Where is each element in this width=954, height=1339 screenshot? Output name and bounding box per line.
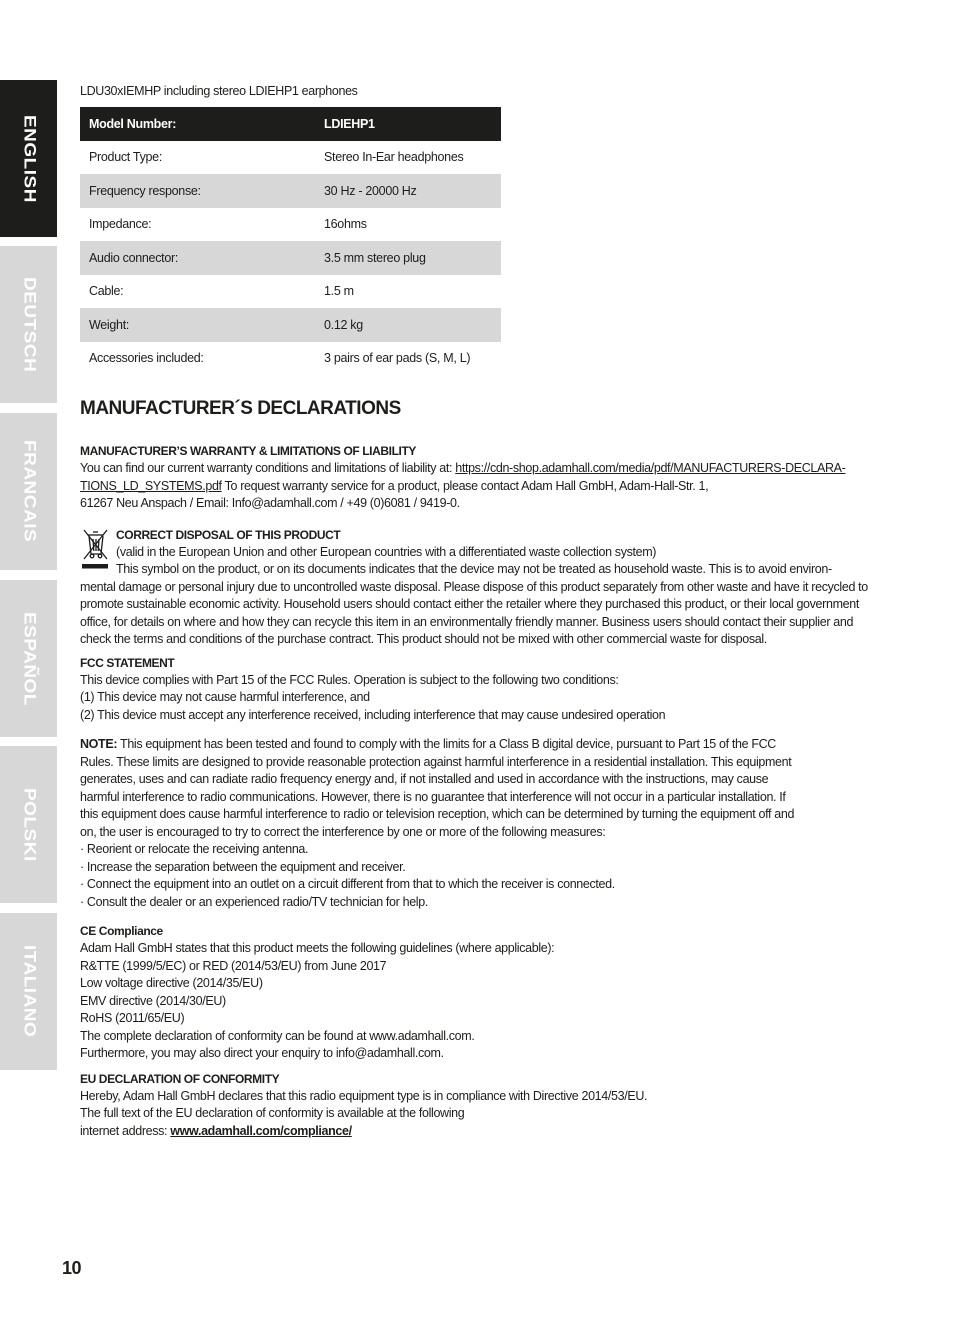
warranty-text-after: To request warranty service for a product, please contact Adam Hall GmbH, Adam-Hall-Str. 1, (221, 478, 709, 493)
table-row (80, 174, 501, 208)
row-value: 16ohms (324, 217, 367, 232)
ce-line: Furthermore, you may also direct your enquiry to info@adamhall.com. (80, 1046, 444, 1060)
table-row (80, 141, 501, 175)
row-value: 30 Hz - 20000 Hz (315, 174, 501, 208)
note-first-line (80, 736, 880, 754)
row-label: Frequency response: (80, 174, 315, 208)
note-measure: · Consult the dealer or an experienced radio/TV technician for help. (80, 894, 428, 909)
tab-deutsch[interactable] (0, 246, 57, 403)
warranty-heading: MANUFACTURER’S WARRANTY & LIMITATIONS OF LIABILITY (80, 444, 416, 458)
table-row (80, 241, 501, 275)
crossed-out-wheelie-bin-icon (80, 527, 110, 571)
eu-heading: EU DECLARATION OF CONFORMITY (80, 1071, 280, 1086)
tab-label: FRANCAIS (20, 440, 38, 543)
fcc-heading: FCC STATEMENT (80, 655, 175, 670)
section-title: MANUFACTURER´S DECLARATIONS (80, 398, 401, 419)
disposal-body: mental damage or personal injury due to uncontrolled waste disposal. Please dispose of this product separately from other waste and have it recycled to promote sustainable economic activity. Household users should contact either the retailer where they purchased this product, or their local government office, for details on where and how they can recycle this item in an environmentally friendly manner. Business users should contact their supplier and check the terms and conditions of the purchase contract. This product should not be mixed with other commercial waste for disposal. (80, 579, 868, 646)
ce-line: EMV directive (2014/30/EU) (80, 993, 226, 1008)
warranty-text-before: You can find our current warranty conditions and limitations of liability at: (80, 461, 456, 475)
table-row (80, 308, 501, 342)
table-header-row (80, 107, 501, 141)
tab-english[interactable] (0, 80, 57, 237)
tab-italiano[interactable] (0, 913, 57, 1070)
note-measure: · Connect the equipment into an outlet on a circuit different from that to which the receiver is connected. (80, 877, 615, 891)
note-line: generates, uses and can radiate radio frequency energy and, if not installed and used in accordance with the instructions, may cause (80, 772, 769, 786)
tab-label: ITALIANO (20, 945, 38, 1038)
ce-line: Adam Hall GmbH states that this product meets the following guidelines (where applicable): (80, 941, 555, 955)
ce-line: Low voltage directive (2014/35/EU) (80, 976, 263, 990)
tab-francais[interactable] (0, 413, 57, 570)
row-value: 0.12 kg (315, 308, 501, 342)
warranty-contact: 61267 Neu Anspach / Email: Info@adamhall.com / +49 (0)6081 / 9419-0. (80, 496, 460, 510)
disposal-heading: CORRECT DISPOSAL OF THIS PRODUCT (116, 527, 341, 542)
warranty-link[interactable]: https://cdn-shop.adamhall.com/media/pdf/MANUFACTURERS-DECLARA-TIONS_LD_SYSTEMS.pdf (80, 461, 846, 493)
row-label: Weight: (80, 308, 315, 342)
eu-address-prefix: internet address: (80, 1123, 171, 1138)
tab-polski[interactable] (0, 746, 57, 903)
ce-line: RoHS (2011/65/EU) (80, 1011, 185, 1025)
table-row (80, 342, 501, 376)
note-measure: · Increase the separation between the equipment and receiver. (80, 859, 406, 874)
note-line: on, the user is encouraged to try to correct the interference by one or more of the following measures: (80, 824, 606, 839)
row-label: Impedance: (89, 217, 152, 232)
fcc-section (80, 655, 880, 725)
spec-table (80, 107, 501, 375)
warranty-section (80, 443, 880, 513)
ce-line: The complete declaration of conformity can be found at www.adamhall.com. (80, 1028, 475, 1043)
disposal-scope: (valid in the European Union and other European countries with a differentiated waste collection system) (116, 544, 657, 559)
fcc-line: This device complies with Part 15 of the FCC Rules. Operation is subject to the following two conditions: (80, 672, 619, 687)
note-line: this equipment does cause harmful interference to radio or television reception, which can be determined by turning the equipment off and (80, 807, 795, 821)
row-label: Product Type: (89, 150, 162, 165)
ce-heading: CE Compliance (80, 924, 163, 938)
fcc-line: (1) This device may not cause harmful interference, and (80, 690, 370, 704)
page-number: 10 (62, 1258, 82, 1278)
header-label: Model Number: (80, 107, 315, 141)
compliance-link[interactable]: www.adamhall.com/compliance/ (170, 1123, 352, 1138)
note-label: NOTE: (80, 737, 118, 751)
tab-label: POLSKI (20, 787, 38, 862)
disposal-section (80, 527, 880, 649)
row-value: 3.5 mm stereo plug (315, 241, 501, 275)
note-line: harmful interference to radio communications. However, there is no guarantee that interference will not occur in a particular installation. If (80, 789, 786, 804)
page-content (80, 83, 880, 1140)
tab-label: ENGLISH (20, 114, 38, 203)
tab-label: ESPAÑOL (20, 611, 38, 706)
row-label: Accessories included: (89, 351, 204, 366)
header-value: LDIEHP1 (315, 107, 501, 141)
note-measure: · Reorient or relocate the receiving antenna. (80, 842, 309, 856)
warranty-text (80, 460, 880, 495)
disposal-text-first: This symbol on the product, or on its documents indicates that the device may not be treated as household waste. This is to avoid environ- (116, 562, 832, 576)
disposal-intro (80, 527, 880, 579)
table-row (80, 208, 501, 242)
eu-line: Hereby, Adam Hall GmbH declares that this radio equipment type is in compliance with Directive 2014/53/EU. (80, 1088, 648, 1103)
eu-line: The full text of the EU declaration of conformity is available at the following (80, 1106, 465, 1120)
table-caption: LDU30xIEMHP including stereo LDIEHP1 earphones (80, 84, 358, 98)
row-value: 3 pairs of ear pads (S, M, L) (324, 351, 471, 366)
eu-address-line (80, 1123, 880, 1141)
fcc-line: (2) This device must accept any interference received, including interference that may cause undesired operation (80, 707, 666, 722)
note-text: This equipment has been tested and found to comply with the limits for a Class B digital device, pursuant to Part 15 of the FCC (117, 737, 776, 751)
ce-section (80, 923, 880, 1063)
note-section (80, 736, 880, 911)
row-label: Audio connector: (80, 241, 315, 275)
ce-line: R&TTE (1999/5/EC) or RED (2014/53/EU) from June 2017 (80, 958, 387, 973)
tab-espanol[interactable] (0, 580, 57, 737)
tab-label: DEUTSCH (20, 276, 38, 373)
row-value: Stereo In-Ear headphones (324, 150, 464, 165)
row-value: 1.5 m (324, 284, 354, 299)
note-line: Rules. These limits are designed to provide reasonable protection against harmful interference in a residential installation. This equipment (80, 754, 792, 769)
table-row (80, 275, 501, 309)
row-label: Cable: (89, 284, 124, 299)
eu-declaration-section (80, 1071, 880, 1141)
